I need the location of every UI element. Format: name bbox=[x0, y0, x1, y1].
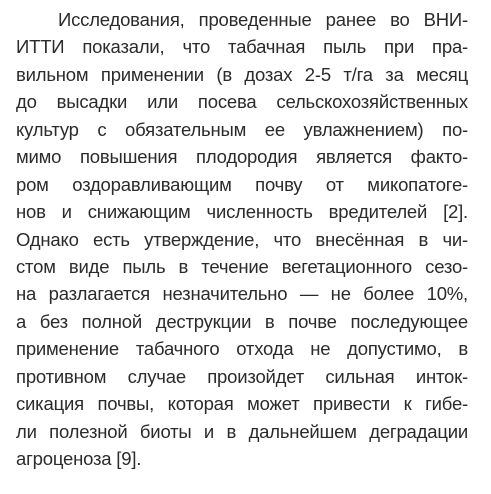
paragraph-line-6: мимо повышения плодородия является факто- bbox=[16, 146, 468, 168]
paragraph-line-9: Однако есть утверждение, что внесённая в чи- bbox=[16, 228, 468, 250]
paragraph-line-1: Исследования, проведенные ранее во ВНИ- bbox=[58, 9, 468, 30]
paragraph-line-7: ром оздоравливающим почву от микопатоге- bbox=[16, 173, 468, 195]
paragraph-line-12: а без полной деструкции в почве последующее bbox=[16, 310, 468, 332]
paragraph-line-16: ли полезной биоты и в дальнейшем деградации bbox=[16, 420, 468, 442]
paragraph-line-13: применение табачного отхода не допустимо, в bbox=[16, 338, 468, 360]
paragraph-line-10: стом виде пыль в течение вегетационного сезо- bbox=[16, 255, 468, 277]
paragraph-line-15: сикация почвы, которая может привести к гибе- bbox=[16, 393, 468, 415]
paragraph-line-4: до высадки или посева сельскохозяйственных bbox=[16, 91, 468, 113]
paragraph-line-17: агроценоза [9]. bbox=[16, 448, 142, 469]
article-text-block bbox=[16, 6, 468, 472]
paragraph-line-11: на разлагается незначительно — не более 10%, bbox=[16, 283, 468, 305]
paragraph-line-2: ИТТИ показали, что табачная пыль при пра- bbox=[16, 36, 468, 58]
paragraph-line-14: противном случае произойдет сильная инток- bbox=[16, 365, 468, 387]
paragraph-line-3: вильном применении (в дозах 2-5 т/га за месяц bbox=[16, 63, 468, 85]
paragraph-line-5: культур с обязательным ее увлажнением) по- bbox=[16, 118, 468, 140]
paragraph-line-8: нов и снижающим численность вредителей [2]. bbox=[16, 201, 468, 223]
